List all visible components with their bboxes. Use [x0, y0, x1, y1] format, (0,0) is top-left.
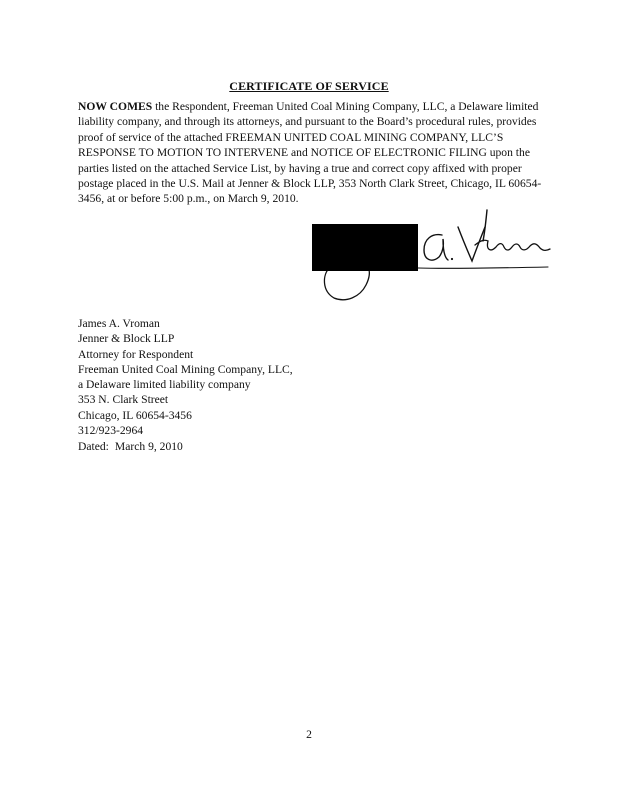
signature-stroke-top [483, 210, 487, 241]
signature-stroke-v [458, 227, 485, 261]
paragraph-lead: NOW COMES [78, 100, 153, 113]
signature-underline [418, 267, 548, 268]
signature-svg [300, 205, 570, 310]
page-number: 2 [306, 728, 312, 741]
page-title: CERTIFICATE OF SERVICE [229, 79, 389, 93]
signature-redaction-box [312, 224, 418, 271]
dated-line [78, 440, 183, 453]
signatory-client: Freeman United Coal Mining Company, LLC, [78, 362, 293, 376]
signature-dot [451, 258, 453, 260]
signatory-name: James A. Vroman [78, 317, 160, 330]
signature-stroke-a [424, 235, 448, 260]
signature-stroke-roman [475, 240, 550, 250]
signatory-role: Attorney for Respondent [78, 347, 194, 361]
signature-loop [324, 267, 369, 300]
certificate-paragraph [78, 99, 548, 207]
signatory-phone: 312/923-2964 [78, 424, 144, 438]
dated-label: Dated: [78, 440, 109, 453]
signatory-client-type: a Delaware limited liability company [78, 378, 251, 392]
signatory-city: Chicago, IL 60654-3456 [78, 408, 192, 422]
signatory-address-block [78, 316, 293, 438]
signatory-firm: Jenner & Block LLP [78, 332, 175, 346]
paragraph-text: the Respondent, Freeman United Coal Mining Company, LLC, a Delaware limited liability company, and through its attorneys, and pursuant to the Board’s procedural rules, provides proof of service of the attached FREEMAN UNITED COAL MINING COMPANY, LLC’S RESPONSE TO MOTION TO INTERVENE and NOTICE OF ELECTRONIC FILING upon the parties listed on the attached Service List, by having a true and correct copy affixed with proper postage placed in the U.S. Mail at Jenner & Block LLP, 353 North Clark Street, Chicago, IL 60654-3456, at or before 5:00 p.m., on March 9, 2010. [78, 100, 542, 206]
dated-value: March 9, 2010 [114, 440, 183, 453]
signatory-street: 353 N. Clark Street [78, 393, 169, 407]
